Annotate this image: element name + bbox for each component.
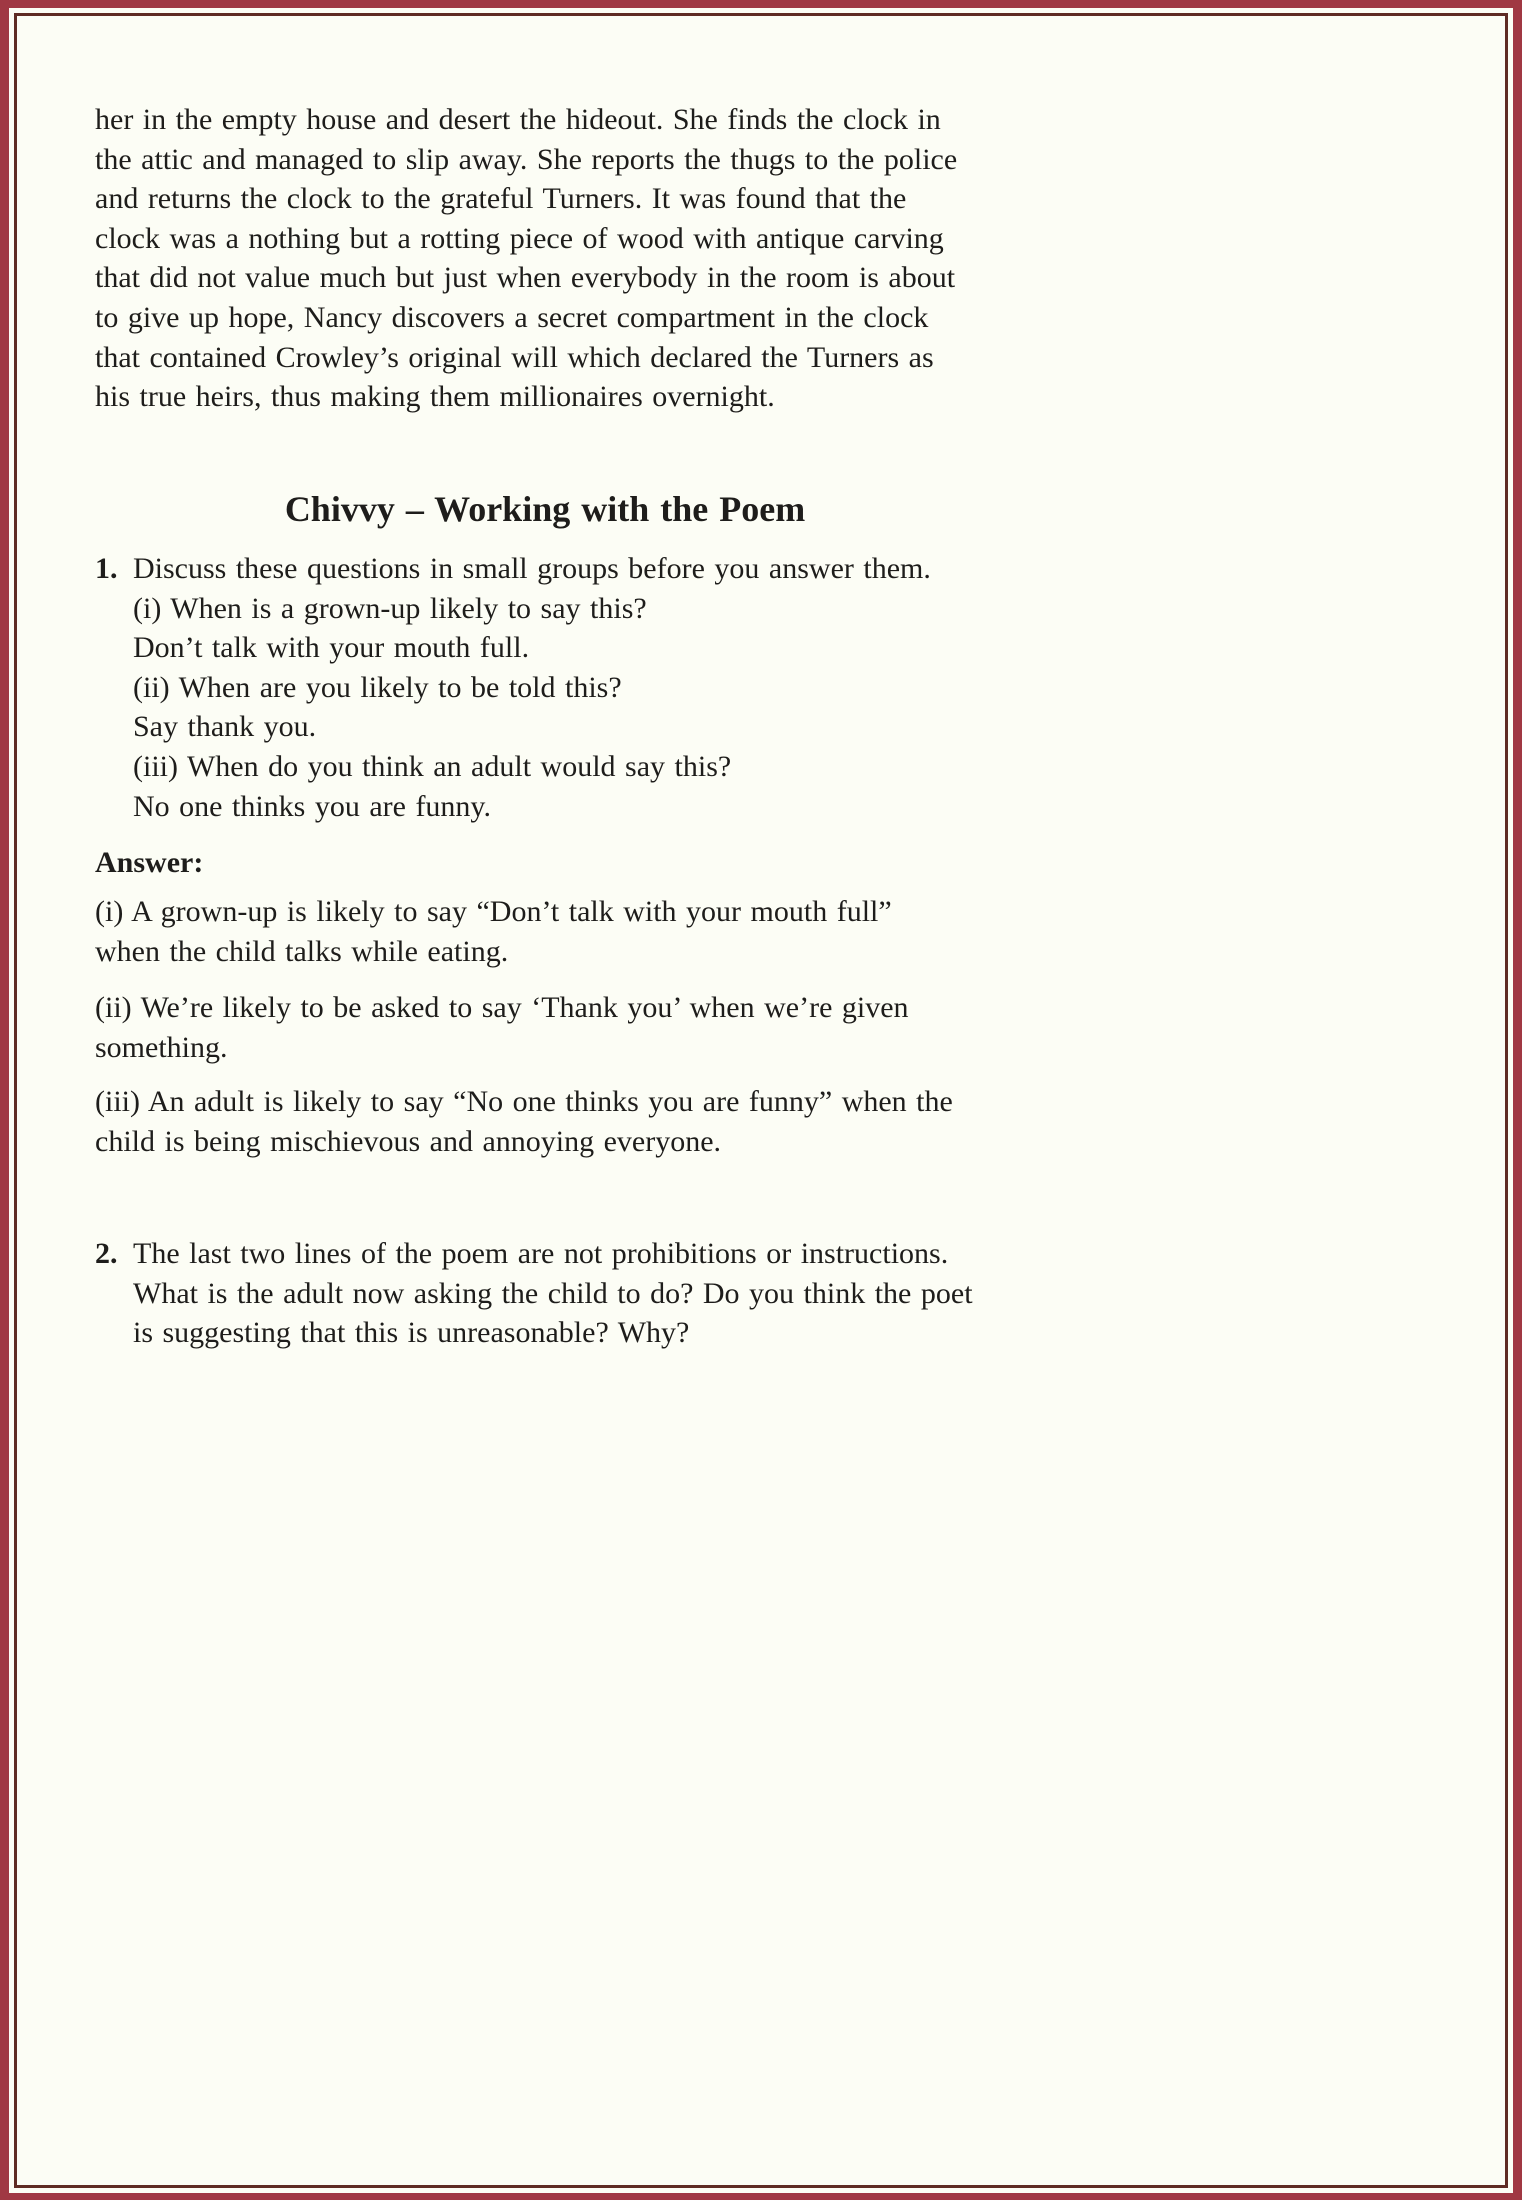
question-2: [95, 1234, 995, 1353]
story-line: clock was a nothing but a rotting piece of wood with antique carving: [95, 221, 944, 255]
question-1-item: (ii) When are you likely to be told this?: [133, 670, 622, 704]
question-1-item: (i) When is a grown-up likely to say this?: [133, 591, 647, 625]
answer-line: something.: [95, 1030, 228, 1064]
question-1: [95, 549, 995, 826]
question-1-lead: Discuss these questions in small groups before you answer them.: [133, 552, 931, 585]
story-line: to give up hope, Nancy discovers a secret compartment in the clock: [95, 300, 929, 334]
question-1-item: Say thank you.: [133, 710, 317, 744]
story-line: that contained Crowley’s original will which declared the Turners as: [95, 340, 934, 374]
question-1-number: 1.: [95, 552, 118, 585]
story-line: that did not value much but just when everybody in the room is about: [95, 261, 956, 295]
answer-line: (iii) An adult is likely to say “No one thinks you are funny” when the: [95, 1085, 953, 1118]
answer-paragraph-3: [95, 1082, 995, 1161]
story-line: and returns the clock to the grateful Turners. It was found that the: [95, 182, 907, 216]
section-heading: Chivvy – Working with the Poem: [284, 489, 806, 529]
answer-line: (ii) We’re likely to be asked to say ‘Thank you’ when we’re given: [95, 991, 909, 1024]
question-2-number: 2.: [95, 1237, 118, 1270]
answer-paragraph-2: [95, 988, 995, 1067]
answer-line: (i) A grown-up is likely to say “Don’t talk with your mouth full”: [95, 895, 892, 928]
answer-label: Answer:: [95, 846, 204, 879]
question-1-item: (iii) When do you think an adult would say this?: [133, 749, 732, 783]
answer-line: child is being mischievous and annoying everyone.: [95, 1124, 722, 1158]
document-page: [9, 8, 1513, 2193]
story-line: the attic and managed to slip away. She reports the thugs to the police: [95, 142, 958, 176]
question-2-line: The last two lines of the poem are not prohibitions or instructions.: [133, 1237, 949, 1270]
story-paragraph: [95, 100, 995, 417]
answer-paragraph-1: [95, 892, 995, 971]
answer-line: when the child talks while eating.: [95, 934, 509, 968]
story-line: her in the empty house and desert the hideout. She finds the clock in: [95, 103, 941, 136]
question-1-item: No one thinks you are funny.: [133, 789, 491, 823]
question-2-line: What is the adult now asking the child to do? Do you think the poet: [133, 1276, 973, 1310]
question-2-line: is suggesting that this is unreasonable? Why?: [133, 1316, 690, 1350]
story-line: his true heirs, thus making them millionaires overnight.: [95, 380, 775, 414]
question-1-item: Don’t talk with your mouth full.: [133, 631, 530, 665]
